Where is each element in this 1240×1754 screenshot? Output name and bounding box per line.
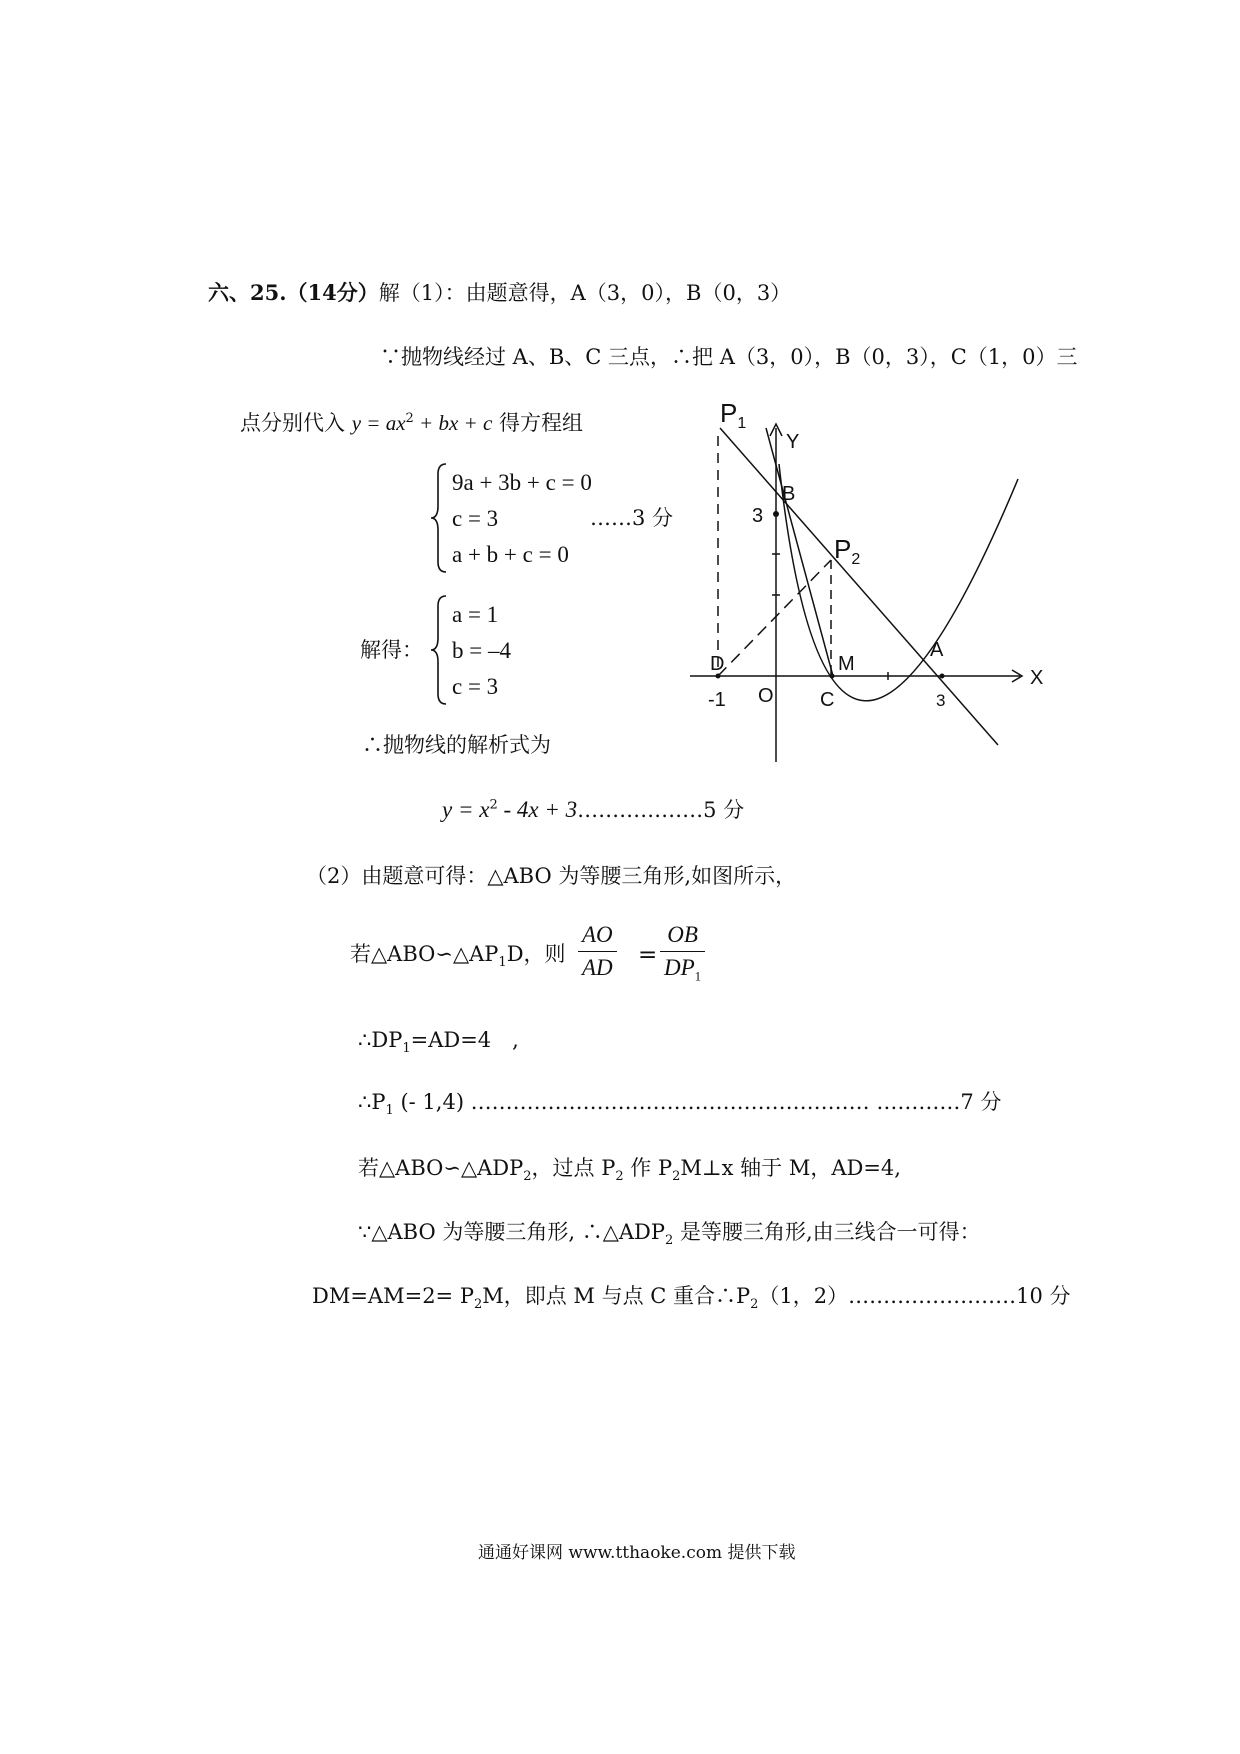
fraction-ao-ad: [578, 922, 617, 981]
label-b: B: [782, 483, 796, 505]
text: ，过点 P: [531, 1156, 616, 1180]
eq-bx-c: + bx + c: [413, 411, 493, 435]
label-m: M: [838, 653, 855, 675]
numerator: AO: [582, 922, 613, 947]
text-line-isosceles: [358, 1222, 981, 1247]
denominator: AD: [582, 955, 613, 980]
label-three-x: 3: [936, 691, 946, 710]
score-mark-3: ……3 分: [590, 506, 674, 530]
brace-icon: [430, 462, 450, 574]
text: （1，2）……………………10 分: [758, 1284, 1071, 1308]
subscript: 2: [523, 1169, 532, 1185]
solution-row: b = –4: [452, 638, 511, 663]
solution-row: a = 1: [452, 602, 499, 627]
problem-number: 六、25.: [208, 280, 287, 305]
parabola-figure: [690, 400, 1070, 772]
label-a: A: [930, 639, 944, 661]
subscript: 2: [473, 1297, 483, 1313]
label-p1: $P_1$: [720, 400, 747, 432]
label-y: Y: [786, 431, 800, 453]
equation-row: c = 3: [452, 506, 499, 531]
text: 若△ABO∽△ADP: [358, 1156, 524, 1180]
subscript: 2: [615, 1169, 624, 1185]
label-three-y: 3: [752, 505, 764, 527]
eq-equals: =: [361, 411, 386, 435]
text: D，则: [506, 942, 566, 966]
text: M，即点 M 与点 C 重合∴P: [482, 1284, 751, 1308]
text: ∴P: [358, 1090, 386, 1114]
fraction-bar: [660, 951, 705, 952]
text-line-similarity-1: [350, 944, 566, 969]
fraction-ob-dp1: [660, 922, 705, 985]
parabola-curve: [779, 464, 1018, 701]
text-line-parabola: ∴抛物线的解析式为: [362, 733, 551, 757]
subscript: 2: [665, 1233, 674, 1249]
point-a: [940, 674, 945, 679]
eq-exponent: 2: [489, 797, 498, 813]
parabola-equation: [442, 798, 744, 822]
subscript: 1: [498, 955, 507, 971]
problem-intro: 解（1）：由题意得，A（3，0），B（0，3）: [378, 281, 792, 305]
text-line-dp1: [358, 1030, 519, 1055]
subscript: 2: [672, 1169, 681, 1185]
solve-label: 解得：: [360, 638, 423, 662]
subscript: 2: [750, 1297, 759, 1313]
denominator: $DP_1$: [664, 955, 702, 984]
eq-x: = x: [452, 797, 490, 822]
label-x: X: [1030, 667, 1044, 689]
text: =AD=4 ,: [410, 1028, 519, 1052]
text: 若△ABO∽△AP: [350, 942, 499, 966]
dashed-line-dp2: [718, 560, 831, 676]
text-line-similarity-2: [358, 1158, 901, 1183]
text-prefix: 点分别代入: [240, 411, 345, 435]
label-o: O: [758, 685, 774, 707]
text: ∵△ABO 为等腰三角形, ∴△ADP: [358, 1220, 666, 1244]
label-c: C: [820, 689, 835, 711]
subscript: 1: [385, 1103, 394, 1119]
eq-exponent: 2: [405, 411, 414, 426]
eq-y: y: [442, 797, 453, 822]
equation-system-2: [430, 594, 590, 706]
problem-score: （14分）: [286, 280, 379, 305]
text-suffix: 得方程组: [492, 411, 583, 435]
point-c: [830, 674, 835, 679]
text-line-part2: （2）由题意可得：△ABO 为等腰三角形,如图所示，: [306, 864, 797, 888]
text-line-substitute: ∵抛物线经过 A、B、C 三点，∴把 A（3，0），B（0，3），C（1，0）三: [380, 345, 1078, 369]
label-p2: $P_2$: [834, 534, 861, 568]
subscript: 1: [402, 1041, 411, 1057]
numerator: OB: [667, 922, 698, 947]
text-line-final: [312, 1286, 1071, 1311]
label-d: D: [710, 653, 725, 675]
text: ∴DP: [358, 1028, 403, 1052]
equation-row: 9a + 3b + c = 0: [452, 470, 592, 495]
text-line-equation-setup: [240, 412, 583, 434]
eq-rest: - 4x + 3: [497, 797, 578, 822]
equation-row: a + b + c = 0: [452, 542, 569, 567]
label-neg-one: -1: [708, 689, 726, 711]
fraction-bar: [578, 951, 617, 952]
text-line-p1: [358, 1092, 1001, 1117]
score-mark-5: ………………5 分: [577, 798, 745, 822]
eq-ax: ax: [385, 411, 406, 435]
brace-icon: [430, 594, 450, 706]
equals-sign: =: [638, 942, 658, 968]
point-b: [773, 511, 779, 517]
page-footer: 通通好课网 www.tthaoke.com 提供下载: [478, 1543, 796, 1563]
text: (- 1,4) ………………………………………………… …………7 分: [393, 1090, 1002, 1114]
solution-row: c = 3: [452, 674, 499, 699]
text: DM=AM=2= P: [312, 1284, 474, 1308]
text: 是等腰三角形,由三线合一可得：: [673, 1220, 981, 1244]
text: M⊥x 轴于 M，AD=4,: [680, 1156, 901, 1180]
problem-header: [208, 282, 791, 304]
eq-y: y: [351, 411, 362, 435]
text: 作 P: [623, 1156, 673, 1180]
